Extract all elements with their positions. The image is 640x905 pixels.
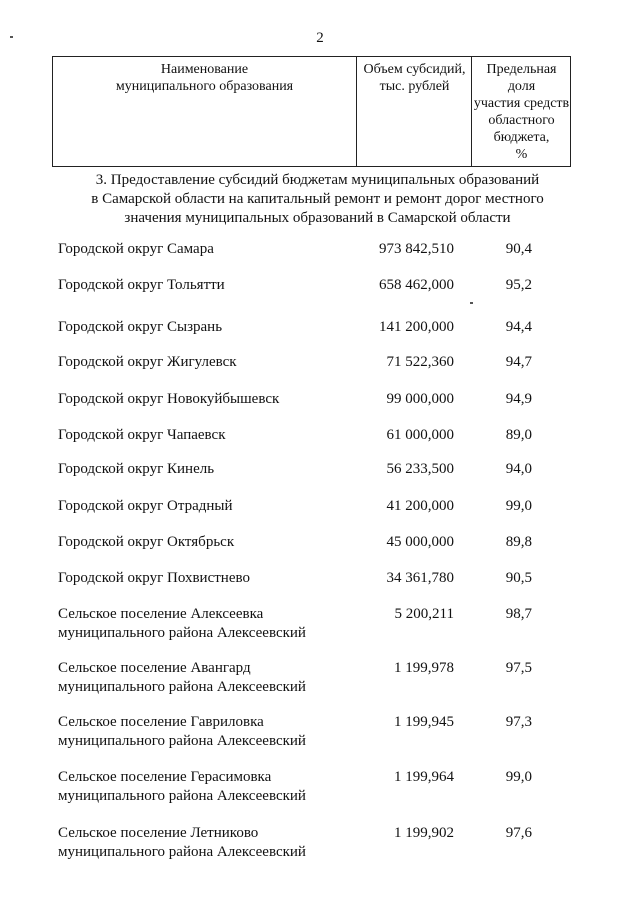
municipality-name-line: Сельское поселение Авангард [58,660,251,676]
budget-share: 98,7 [505,606,532,622]
budget-share: 90,4 [505,241,532,257]
municipality-name-line: Сельское поселение Герасимовка [58,769,272,785]
subsidy-amount: 71 522,360 [386,354,454,370]
subsidy-amount: 41 200,000 [386,498,454,514]
budget-share: 99,0 [505,769,532,785]
header-name-column [53,57,356,166]
municipality-name [58,768,348,806]
subsidy-amount: 1 199,902 [394,825,454,841]
subsidy-amount: 1 199,945 [394,714,454,730]
municipality-name-line: муниципального района Алексеевский [58,788,306,804]
budget-share: 97,3 [505,714,532,730]
header-amount-line: Объем субсидий, [363,62,466,77]
section-title-line: 3. Предоставление субсидий бюджетам муниципальных образований [95,172,540,188]
budget-share: 95,2 [505,277,532,293]
municipality-name: Городской округ Чапаевск [58,427,226,443]
municipality-name-line: Сельское поселение Гавриловка [58,714,264,730]
scan-speck [470,302,473,304]
municipality-name-line: муниципального района Алексеевский [58,733,306,749]
budget-share: 89,0 [505,427,532,443]
header-share-line: Предельная [486,62,557,77]
header-share-line: % [515,147,528,162]
section-title [60,171,575,228]
municipality-name: Городской округ Жигулевск [58,354,237,370]
header-amount-column [356,57,472,166]
budget-share: 94,9 [505,391,532,407]
municipality-name: Городской округ Сызрань [58,319,223,335]
subsidy-amount: 5 200,211 [394,606,454,622]
budget-share: 89,8 [505,534,532,550]
municipality-name: Городской округ Самара [58,241,214,257]
header-share-column [471,57,571,166]
subsidy-amount: 658 462,000 [379,277,454,293]
subsidy-amount: 45 000,000 [386,534,454,550]
budget-share: 94,7 [505,354,532,370]
header-name-line: Наименование [160,62,249,77]
municipality-name [58,659,348,697]
municipality-name-line: муниципального района Алексеевский [58,679,306,695]
header-share-line: участия средств [473,96,570,111]
subsidy-amount: 56 233,500 [386,461,454,477]
header-share-line: областного [488,113,555,128]
header-share-line: доля [507,79,536,94]
municipality-name-line: муниципального района Алексеевский [58,625,306,641]
subsidy-amount: 141 200,000 [379,319,454,335]
subsidy-amount: 34 361,780 [386,570,454,586]
subsidy-amount: 973 842,510 [379,241,454,257]
scan-speck [10,36,13,38]
subsidy-amount: 99 000,000 [386,391,454,407]
municipality-name: Городской округ Тольятти [58,277,225,293]
table-header [52,56,571,167]
municipality-name-line: Сельское поселение Летниково [58,825,259,841]
budget-share: 90,5 [505,570,532,586]
municipality-name-line: Сельское поселение Алексеевка [58,606,264,622]
municipality-name: Городской округ Кинель [58,461,215,477]
budget-share: 94,0 [505,461,532,477]
municipality-name [58,605,348,643]
municipality-name [58,824,348,862]
budget-share: 97,5 [505,660,532,676]
municipality-name: Городской округ Похвистнево [58,570,250,586]
municipality-name-line: муниципального района Алексеевский [58,844,306,860]
budget-share: 97,6 [505,825,532,841]
section-title-line: значения муниципальных образований в Самарской области [124,210,511,226]
subsidy-amount: 1 199,964 [394,769,454,785]
municipality-name: Городской округ Отрадный [58,498,233,514]
page-number: 2 [316,30,324,46]
municipality-name [58,713,348,751]
header-amount-line: тыс. рублей [379,79,450,94]
header-share-line: бюджета, [493,130,550,145]
subsidy-amount: 61 000,000 [386,427,454,443]
municipality-name: Городской округ Новокуйбышевск [58,391,280,407]
header-name-line: муниципального образования [115,79,294,94]
budget-share: 99,0 [505,498,532,514]
budget-share: 94,4 [505,319,532,335]
subsidy-amount: 1 199,978 [394,660,454,676]
municipality-name: Городской округ Октябрьск [58,534,235,550]
section-title-line: в Самарской области на капитальный ремонт и ремонт дорог местного [91,191,544,207]
